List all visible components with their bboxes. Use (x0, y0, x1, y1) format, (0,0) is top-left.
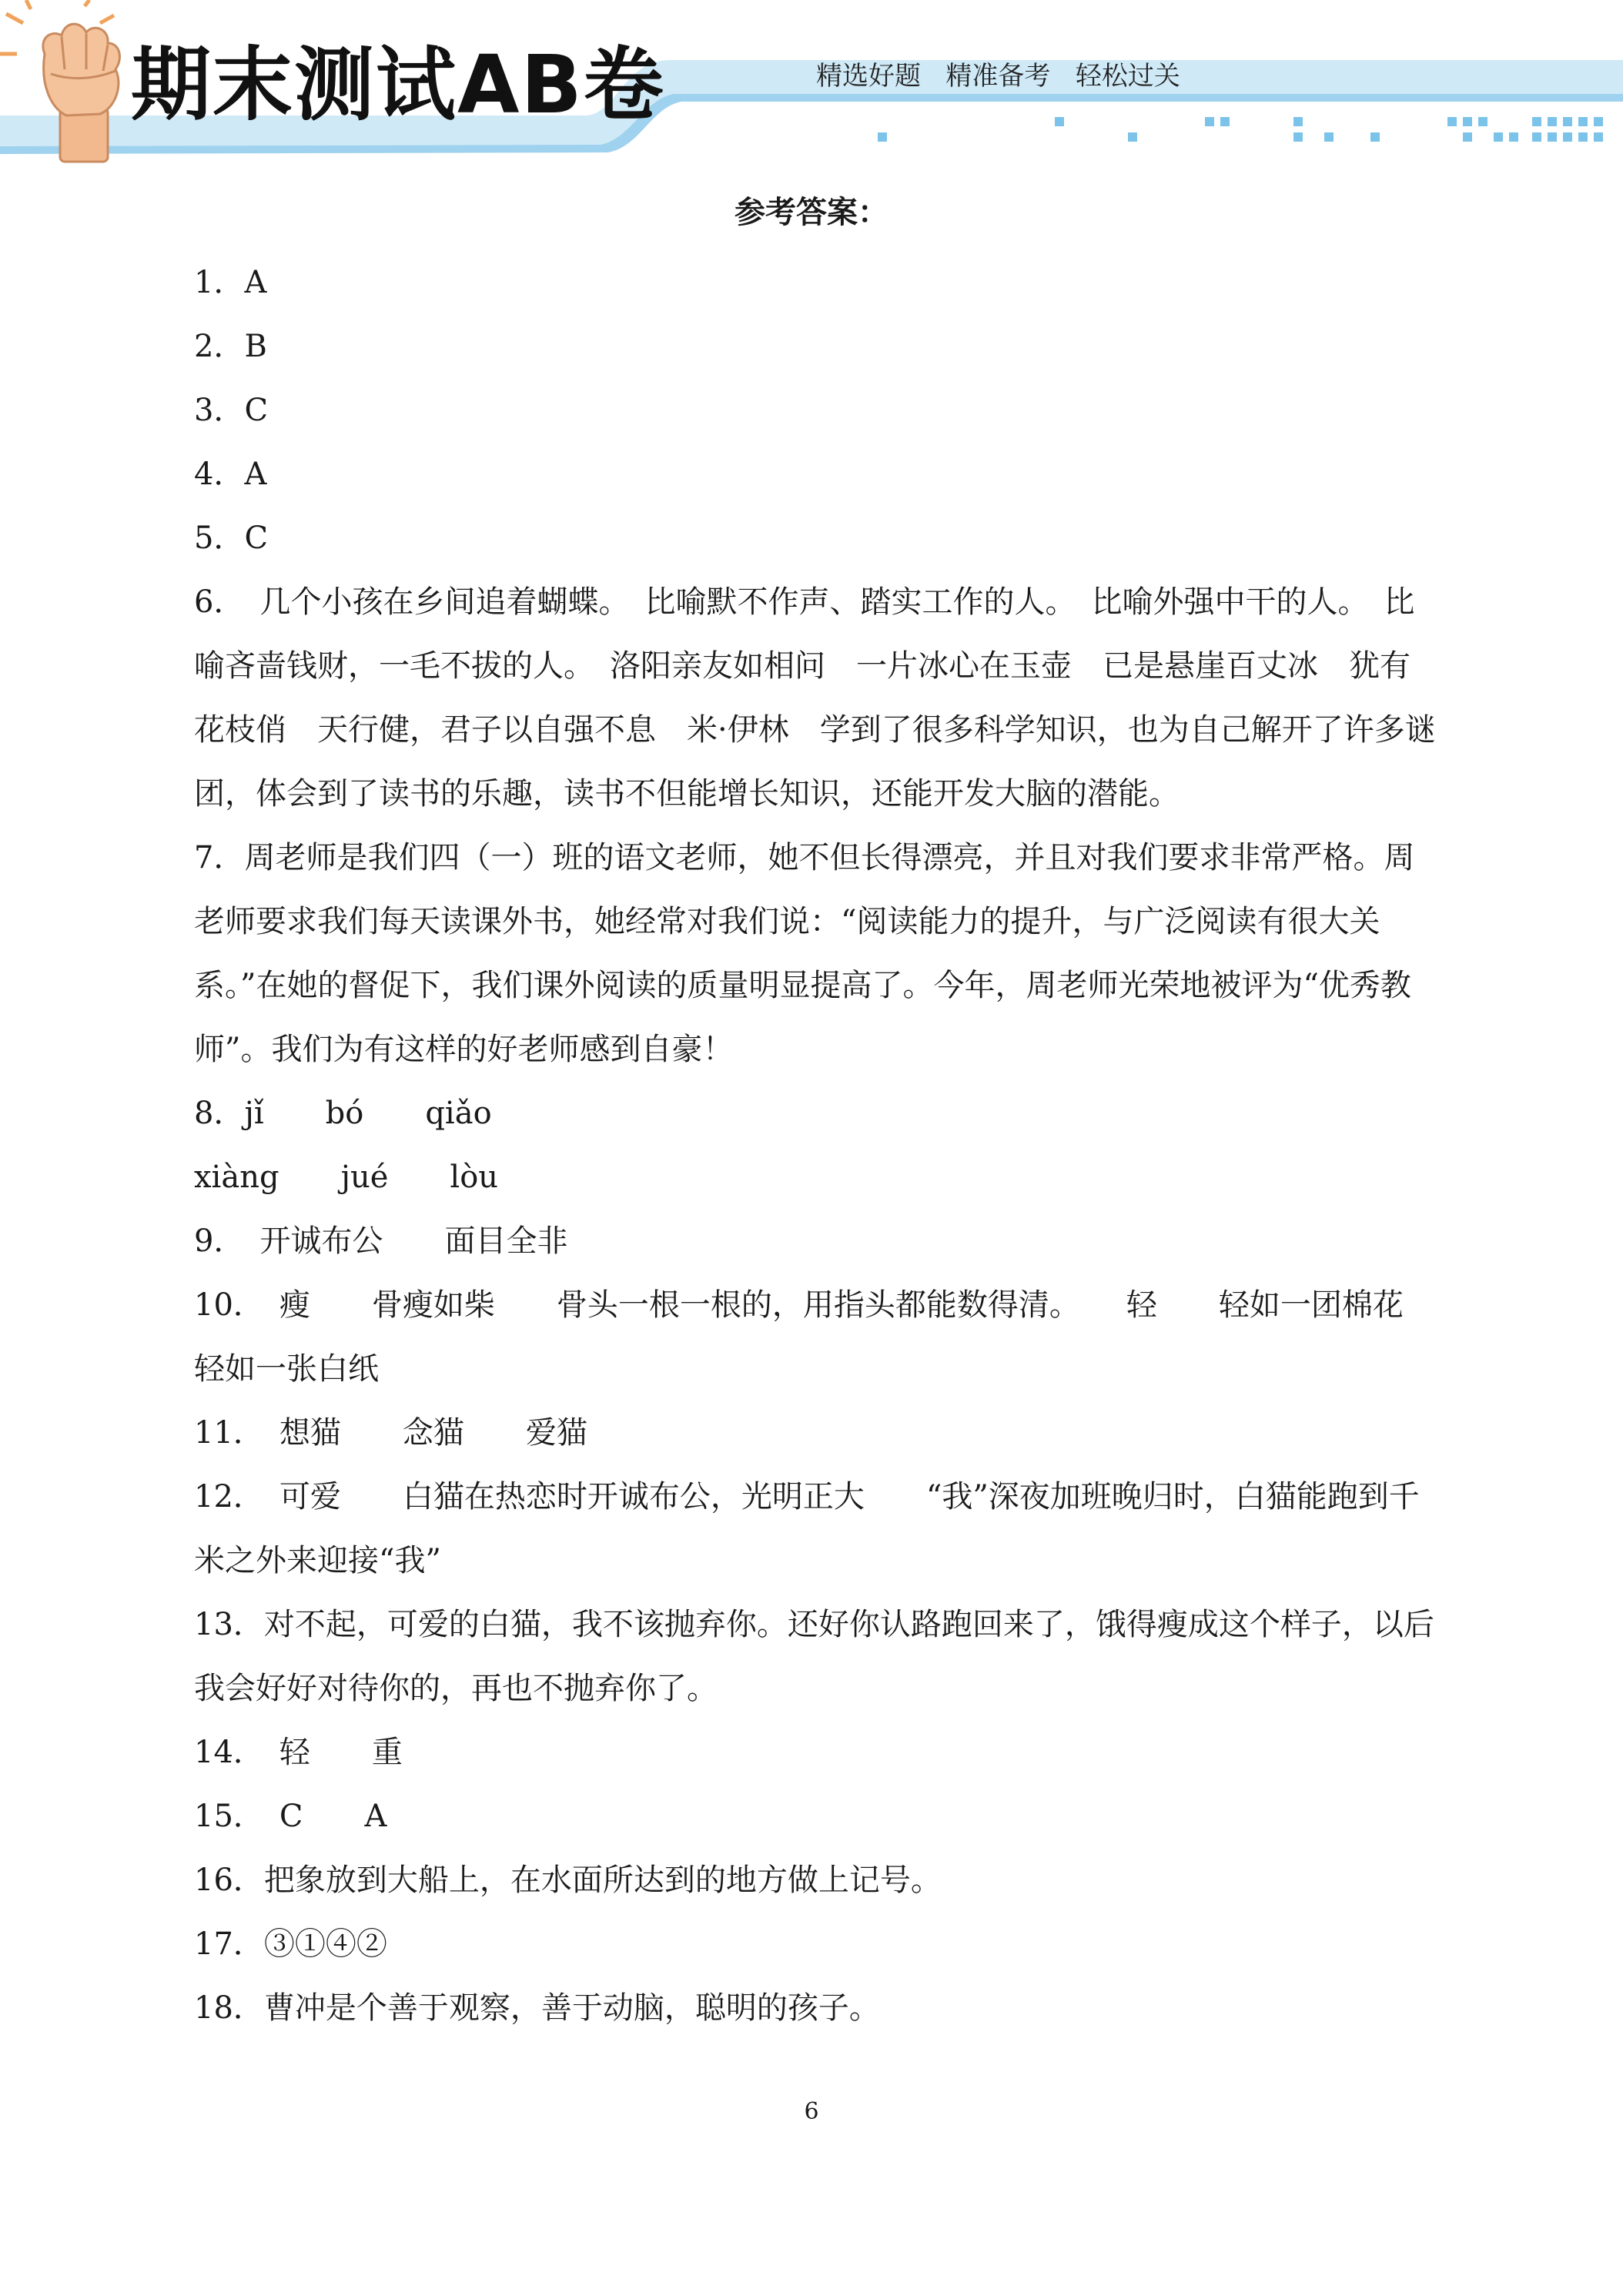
answer-item: 10． 瘦 骨瘦如柴 骨头一根一根的，用指头都能数得清。 轻 轻如一团棉花 轻如一张白纸 (194, 1287, 1465, 1387)
answer-item: 14． 轻 重 (194, 1735, 403, 1770)
answer-item: 12． 可爱 白猫在热恋时开诚布公，光明正大 “我”深夜加班晚归时，白猫能跑到千米之外来迎接“我” (194, 1479, 1420, 1578)
answers-title: 参考答案： (735, 194, 888, 230)
answer-item: 2．B (194, 329, 267, 364)
answer-item: 7．周老师是我们四（一）班的语文老师，她不但长得漂亮，并且对我们要求非常严格。周老师要求我们每天读课外书，她经常对我们说：“阅读能力的提升，与广泛阅读有很大关系。”在她的督促下，我们课外阅读的质量明显提高了。今年，周老师光荣地被评为“优秀教师”。我们为有这样的好老师感到自豪！ (194, 840, 1415, 1067)
answer-item: 16．把象放到大船上，在水面所达到的地方做上记号。 (194, 1863, 942, 1898)
brand-title: 期末测试AB卷 (131, 38, 665, 132)
answer-item: 6． 几个小孩在乡间追着蝴蝶。 比喻默不作声、踏实工作的人。 比喻外强中干的人。 比喻吝啬钱财，一毛不拔的人。 洛阳亲友如相问 一片冰心在玉壶 已是悬崖百丈冰 犹有花枝俏 天行健，君子以自强不息 米·伊林 学到了很多科学知识，也为自己解开了许多谜团，体会到了读书的乐趣，读书不但能增长知识，还能开发大脑的潜能。 (194, 584, 1436, 812)
answer-item: 5．C (194, 520, 269, 556)
answer-item: 11． 想猫 念猫 爱猫 (194, 1415, 587, 1451)
answer-item: 15． C A (194, 1799, 387, 1834)
answer-item: 3．C (194, 393, 269, 428)
answer-item: 9． 开诚布公 面目全非 (194, 1223, 568, 1259)
answer-item: xiàng jué lòu (194, 1160, 499, 1195)
answer-list (194, 251, 1465, 2040)
answer-item: 13．对不起，可爱的白猫，我不该抛弃你。还好你认路跑回来了，饿得瘦成这个样子，以后我会好好对待你的，再也不抛弃你了。 (194, 1607, 1434, 1706)
answer-item: 8．jǐ bó qiǎo (194, 1096, 492, 1131)
answer-item: 1．A (194, 265, 267, 300)
header-slogan: 精选好题 精准备考 轻松过关 (816, 61, 1180, 92)
answer-item: 18．曹冲是个善于观察，善于动脑，聪明的孩子。 (194, 1990, 880, 2026)
page-number: 6 (804, 2098, 819, 2125)
page-header (0, 0, 1623, 169)
answer-item: 4．A (194, 457, 267, 492)
answer-item: 17．③①④② (194, 1926, 387, 1962)
decorative-squares (878, 117, 1603, 142)
